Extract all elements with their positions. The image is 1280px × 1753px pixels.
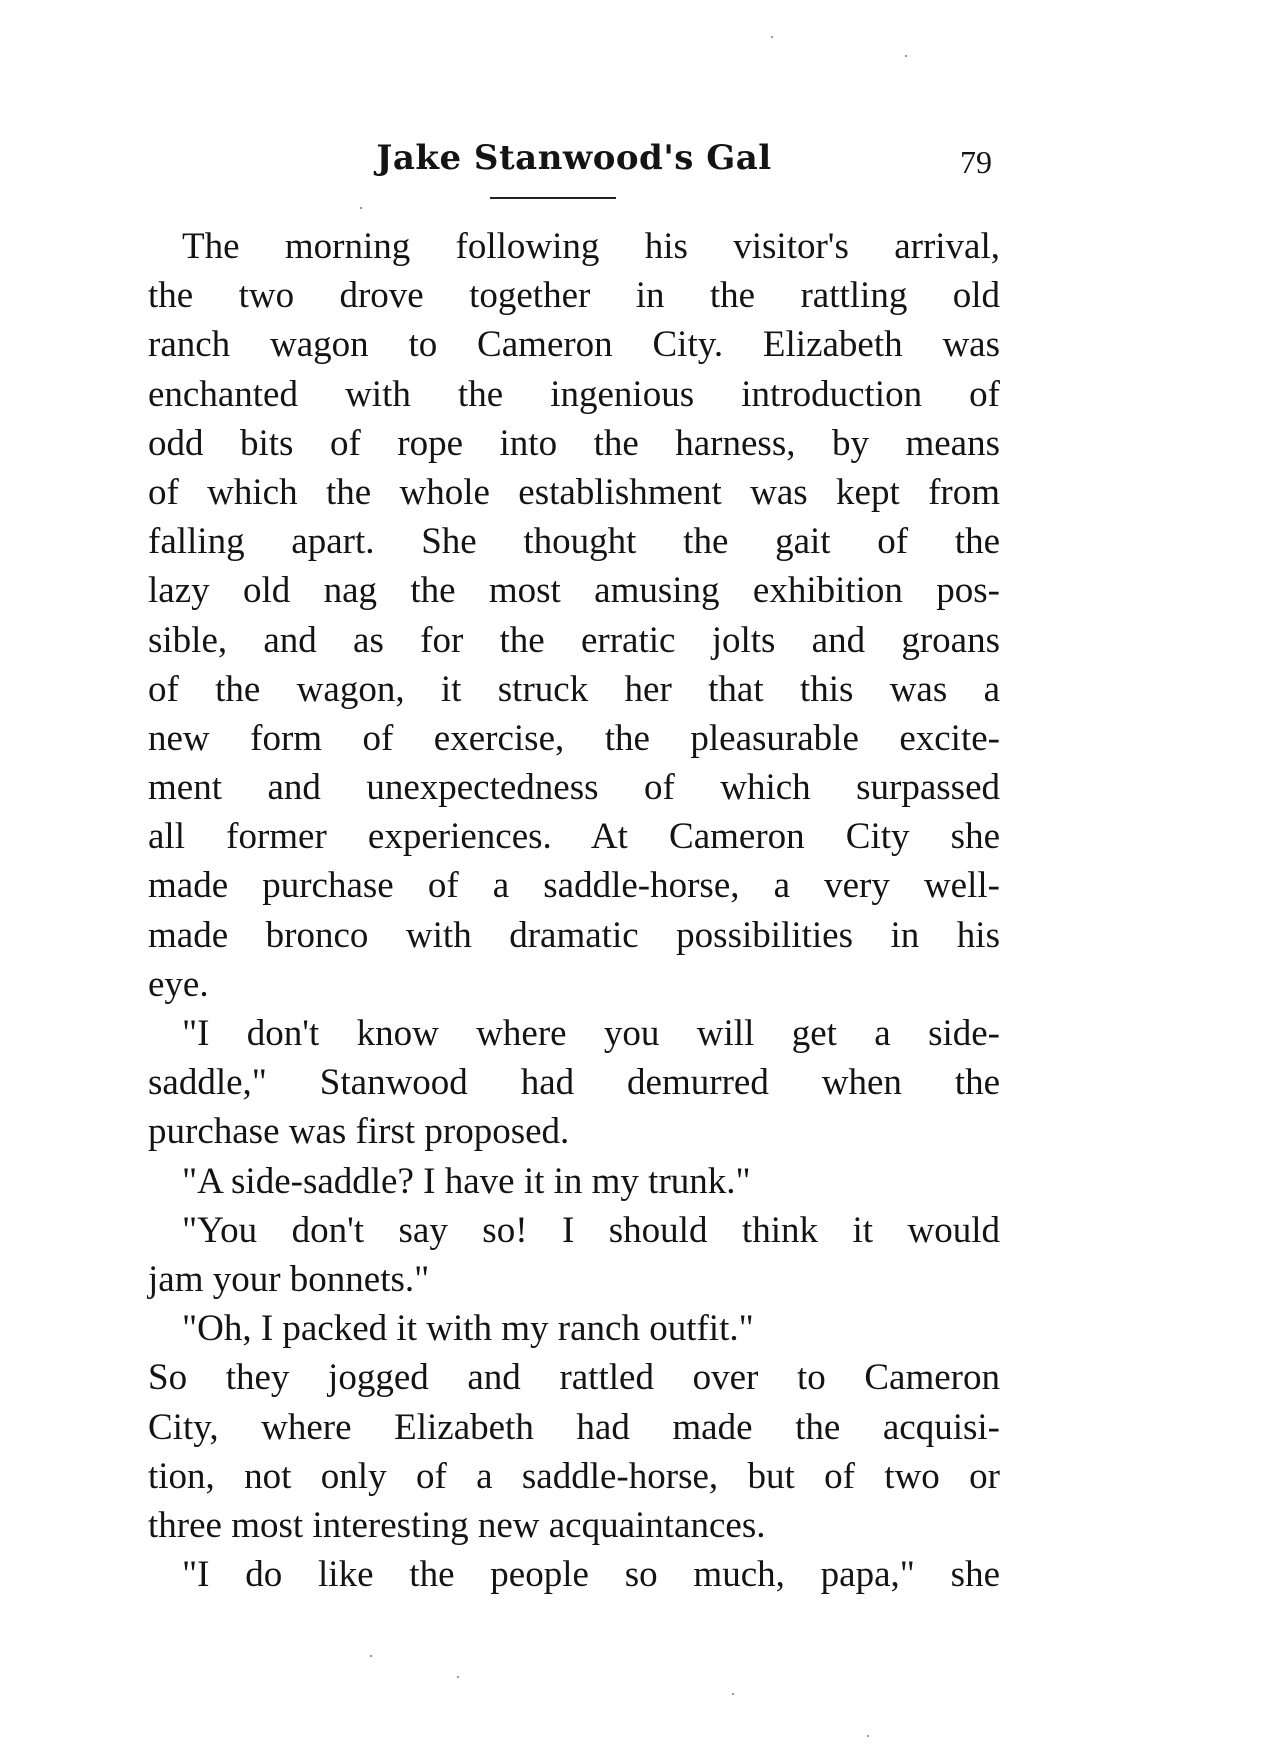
text-line: made bronco with dramatic possibilities in his	[148, 914, 1000, 956]
text-line: ment and unexpectedness of which surpassed	[148, 767, 1000, 809]
running-head-title: Jake Stanwood's Gal	[376, 138, 772, 178]
text-line: all former experiences. At Cameron City she	[148, 816, 1000, 858]
text-line: three most interesting new acquaintances.	[148, 1504, 766, 1546]
text-line: sible, and as for the erratic jolts and groans	[148, 619, 1000, 661]
text-line: eye.	[148, 963, 209, 1005]
text-line: "I don't know where you will get a side-	[182, 1013, 1000, 1054]
speck	[771, 36, 773, 38]
text-line: City, where Elizabeth had made the acquisi-	[148, 1406, 1000, 1448]
text-line: "I do like the people so much, papa," she	[182, 1554, 1000, 1596]
text-line: "A side-saddle? I have it in my trunk."	[182, 1160, 751, 1202]
text-line: lazy old nag the most amusing exhibition pos-	[148, 570, 1000, 612]
text-line: ranch wagon to Cameron City. Elizabeth was	[148, 324, 1000, 366]
text-line: made purchase of a saddle-horse, a very well-	[148, 865, 1000, 907]
speck	[360, 207, 362, 209]
text-line: tion, not only of a saddle-horse, but of two or	[148, 1455, 1000, 1497]
text-line: the two drove together in the rattling old	[148, 275, 1000, 317]
text-line: "Oh, I packed it with my ranch outfit."	[182, 1308, 754, 1350]
text-line: odd bits of rope into the harness, by means	[148, 422, 1000, 464]
head-rule	[490, 197, 616, 199]
speck	[457, 1676, 459, 1678]
text-line: of which the whole establishment was kept from	[148, 471, 1000, 513]
text-line: So they jogged and rattled over to Cameron	[148, 1357, 1000, 1399]
text-line: falling apart. She thought the gait of the	[148, 521, 1000, 563]
speck	[370, 1655, 372, 1657]
speck	[732, 1693, 734, 1695]
body-text	[148, 222, 1000, 1599]
page-number: 79	[960, 144, 992, 180]
text-line: of the wagon, it struck her that this was a	[148, 668, 1000, 710]
speck	[867, 1735, 869, 1737]
text-line: enchanted with the ingenious introduction of	[148, 373, 1000, 415]
running-head	[148, 138, 1000, 188]
text-line: purchase was first proposed.	[148, 1111, 570, 1153]
text-line: jam your bonnets."	[148, 1258, 430, 1300]
text-line: saddle," Stanwood had demurred when the	[148, 1062, 1000, 1104]
text-line: The morning following his visitor's arrival,	[182, 226, 1000, 267]
text-line: new form of exercise, the pleasurable excite-	[148, 717, 1000, 759]
text-line: "You don't say so! I should think it would	[182, 1209, 1000, 1251]
speck	[905, 55, 907, 57]
